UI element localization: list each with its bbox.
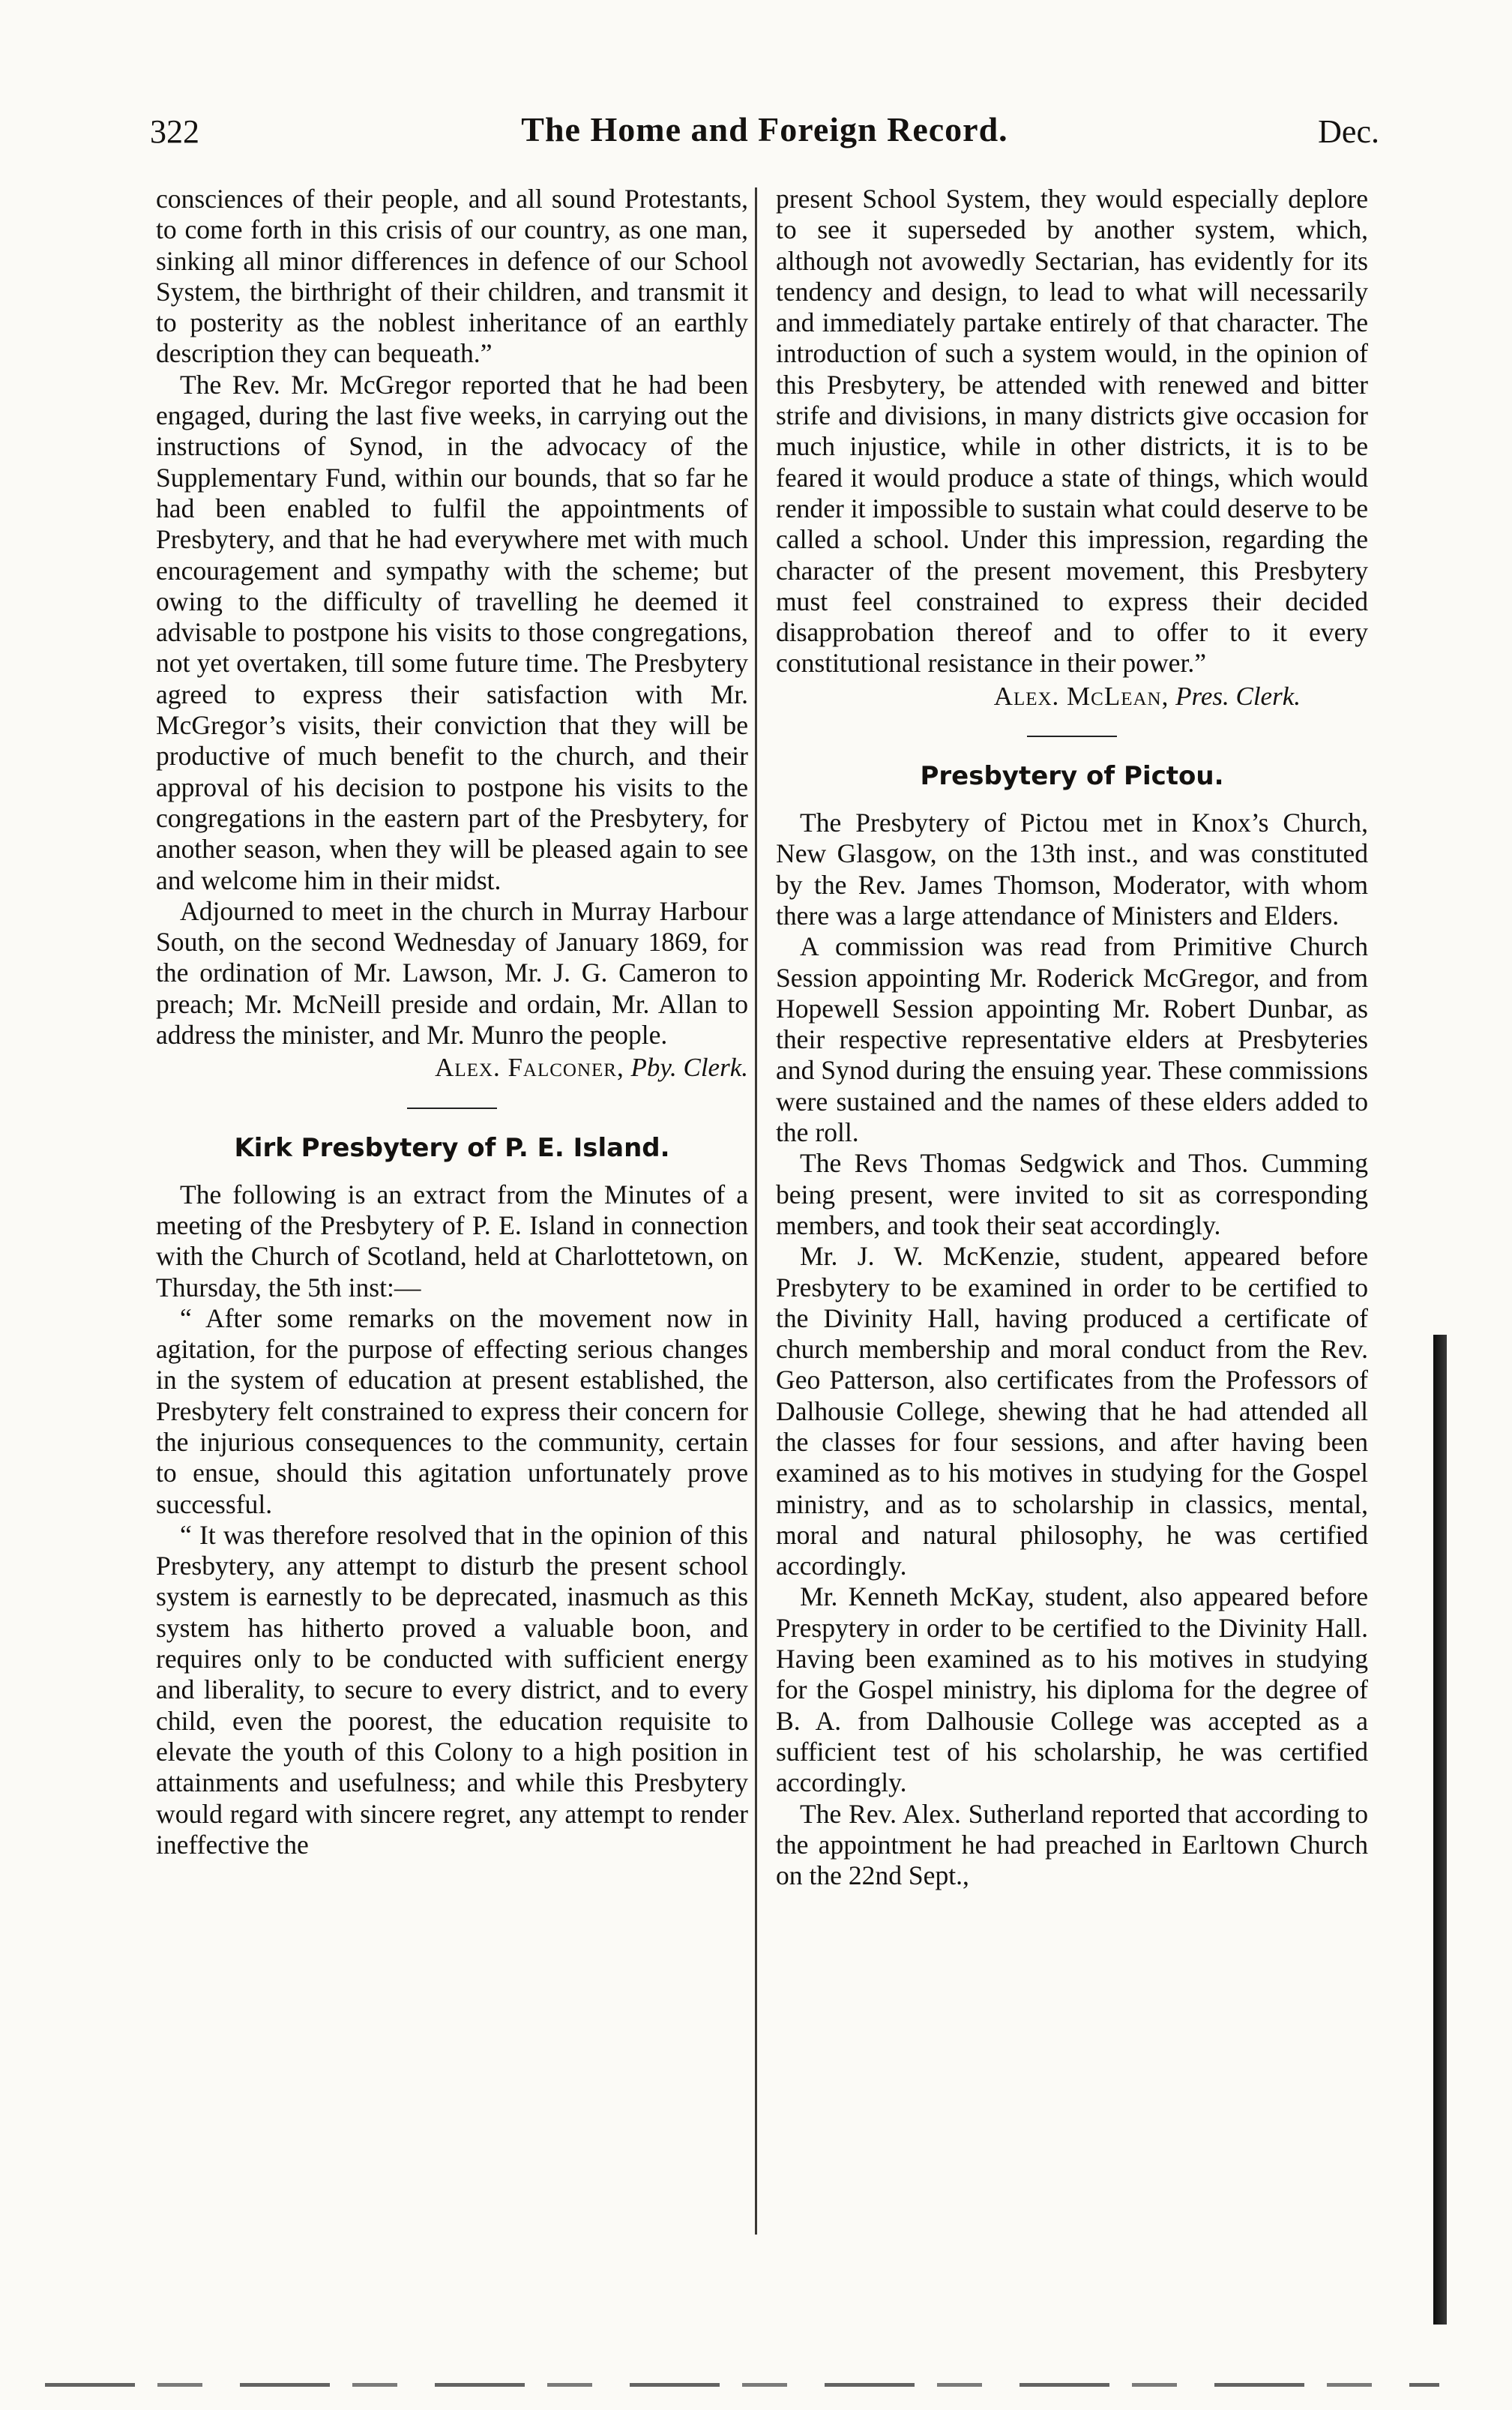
signature-title: Pby. Clerk. (630, 1053, 748, 1083)
paragraph: Mr. J. W. McKenzie, student, appeared before Presbytery to be examined in order to be certified to the Divinity Hall, having produced a certificate of church membership and moral conduct from the Rev. Geo Patterson, also certificates from the Professors of Dalhousie College, shewing that he had attended all the classes for four sessions, and after having been examined as to his motives in studying for the Gospel ministry, and as to scholarship in classics, mental, moral and natural philosophy, he was certified accordingly. (776, 1241, 1368, 1581)
signature-name: Alex. Falconer, (435, 1053, 624, 1083)
page-number: 322 (150, 113, 199, 150)
paragraph: The Rev. Alex. Sutherland reported that according to the appointment he had preached in Earltown Church on the 22nd Sept., (776, 1798, 1368, 1891)
section-heading: Presbytery of Pictou. (920, 761, 1224, 792)
running-title: The Home and Foreign Record. (521, 110, 1008, 148)
section-heading: Kirk Presbytery of P. E. Island. (234, 1132, 670, 1163)
paragraph: The Rev. Mr. McGregor reported that he had been engaged, during the last five weeks, in carrying out the instructions of Synod, in the advocacy of the Supplementary Fund, within our bounds, that so far he had been enabled to fulfil the appointments of Presbytery, and that he had everywhere met with much encouragement and sympathy with the scheme; but owing to the difficulty of travelling he deemed it advisable to postpone his visits to those congregations, not yet overtaken, till some future time. The Presbytery agreed to express their satisfaction with Mr. McGregor’s visits, their conviction that they will be productive of much benefit to the church, and their approval of his decision to postpone his visits to the congregations in the eastern part of the Presbytery, for another season, when they will be pleased again to see and welcome him in their midst. (156, 369, 748, 895)
paragraph: Adjourned to meet in the church in Murray Harbour South, on the second Wednesday of January 1869, for the ordination of Mr. Lawson, Mr. J. G. Cameron to preach; Mr. McNeill preside and ordain, Mr. Allan to address the minister, and Mr. Munro the people. (156, 895, 748, 1051)
signature-title: Pres. Clerk. (1175, 681, 1301, 711)
signature-mclean (776, 681, 1368, 712)
scan-bottom-mark (45, 2383, 1439, 2387)
paragraph: Mr. Kenneth McKay, student, also appeared before Prespytery in order to be certified to the Divinity Hall. Having been examined as to his motives in studying for the Gospel ministry, his diploma for the degree of B. A. from Dalhousie College was accepted as a sufficient test of his scholarship, he was certified accordingly. (776, 1581, 1368, 1798)
section-divider (407, 1108, 497, 1109)
right-column (776, 184, 1368, 1891)
paragraph: “ It was therefore resolved that in the opinion of this Presbytery, any attempt to disturb the present school system is earnestly to be deprecated, inasmuch as this system has hitherto proved a valuable boon, and requires only to be conducted with sufficient energy and liberality, to secure to every district, and to every child, even the poorest, the education requisite to elevate the youth of this Colony to a high position in attainments and usefulness; and while this Presbytery would regard with sincere regret, any attempt to render ineffective the (156, 1519, 748, 1860)
paragraph: consciences of their people, and all sound Protestants, to come forth in this crisis of our country, as one man, sinking all minor differences in defence of our School System, the birthright of their children, and transmit it to posterity as the noblest inheritance of an earthly description they can bequeath.” (156, 184, 748, 369)
column-rule (755, 187, 757, 2235)
paragraph: A commission was read from Primitive Church Session appointing Mr. Roderick McGregor, and from Hopewell Session appointing Mr. Robert Dunbar, as their respective representative elders at Presbyteries and Synod during the ensuing year. These commissions were sustained and the names of these elders added to the roll. (776, 931, 1368, 1148)
paragraph: The Revs Thomas Sedgwick and Thos. Cumming being present, were invited to sit as corresponding members, and took their seat accordingly. (776, 1148, 1368, 1240)
paragraph: present School System, they would especially deplore to see it superseded by another system, which, although not avowedly Sectarian, has evidently for its tendency and design, to lead to what will necessarily and immediately partake entirely of that character. The introduction of such a system would, in the opinion of this Presbytery, be attended with renewed and bitter strife and divisions, in many districts give occasion for much injustice, while in other districts, it is to be feared it would produce a state of things, which would render it impossible to sustain what could deserve to be called a school. Under this impression, regarding the character of the present movement, this Presbytery must feel constrained to express their decided disapprobation thereof and to offer to it every constitutional resistance in their power.” (776, 184, 1368, 679)
left-column (156, 184, 748, 1860)
page-header (150, 112, 1379, 165)
paragraph: The following is an extract from the Minutes of a meeting of the Presbytery of P. E. Island in connection with the Church of Scotland, held at Charlottetown, on Thursday, the 5th inst:— (156, 1179, 748, 1302)
signature-falconer (156, 1052, 748, 1083)
section-divider (1027, 736, 1117, 737)
paragraph: “ After some remarks on the movement now in agitation, for the purpose of effecting serious changes in the system of education at present established, the Presbytery felt constrained to express their concern for the injurious consequences to the community, certain to ensue, should this agitation unfortunately prove successful. (156, 1302, 748, 1519)
scan-edge-shadow (1433, 1335, 1447, 2325)
page-month: Dec. (1318, 113, 1379, 150)
signature-name: Alex. McLean, (993, 681, 1169, 711)
paragraph: The Presbytery of Pictou met in Knox’s Church, New Glasgow, on the 13th inst., and was constituted by the Rev. James Thomson, Moderator, with whom there was a large attendance of Ministers and Elders. (776, 808, 1368, 931)
